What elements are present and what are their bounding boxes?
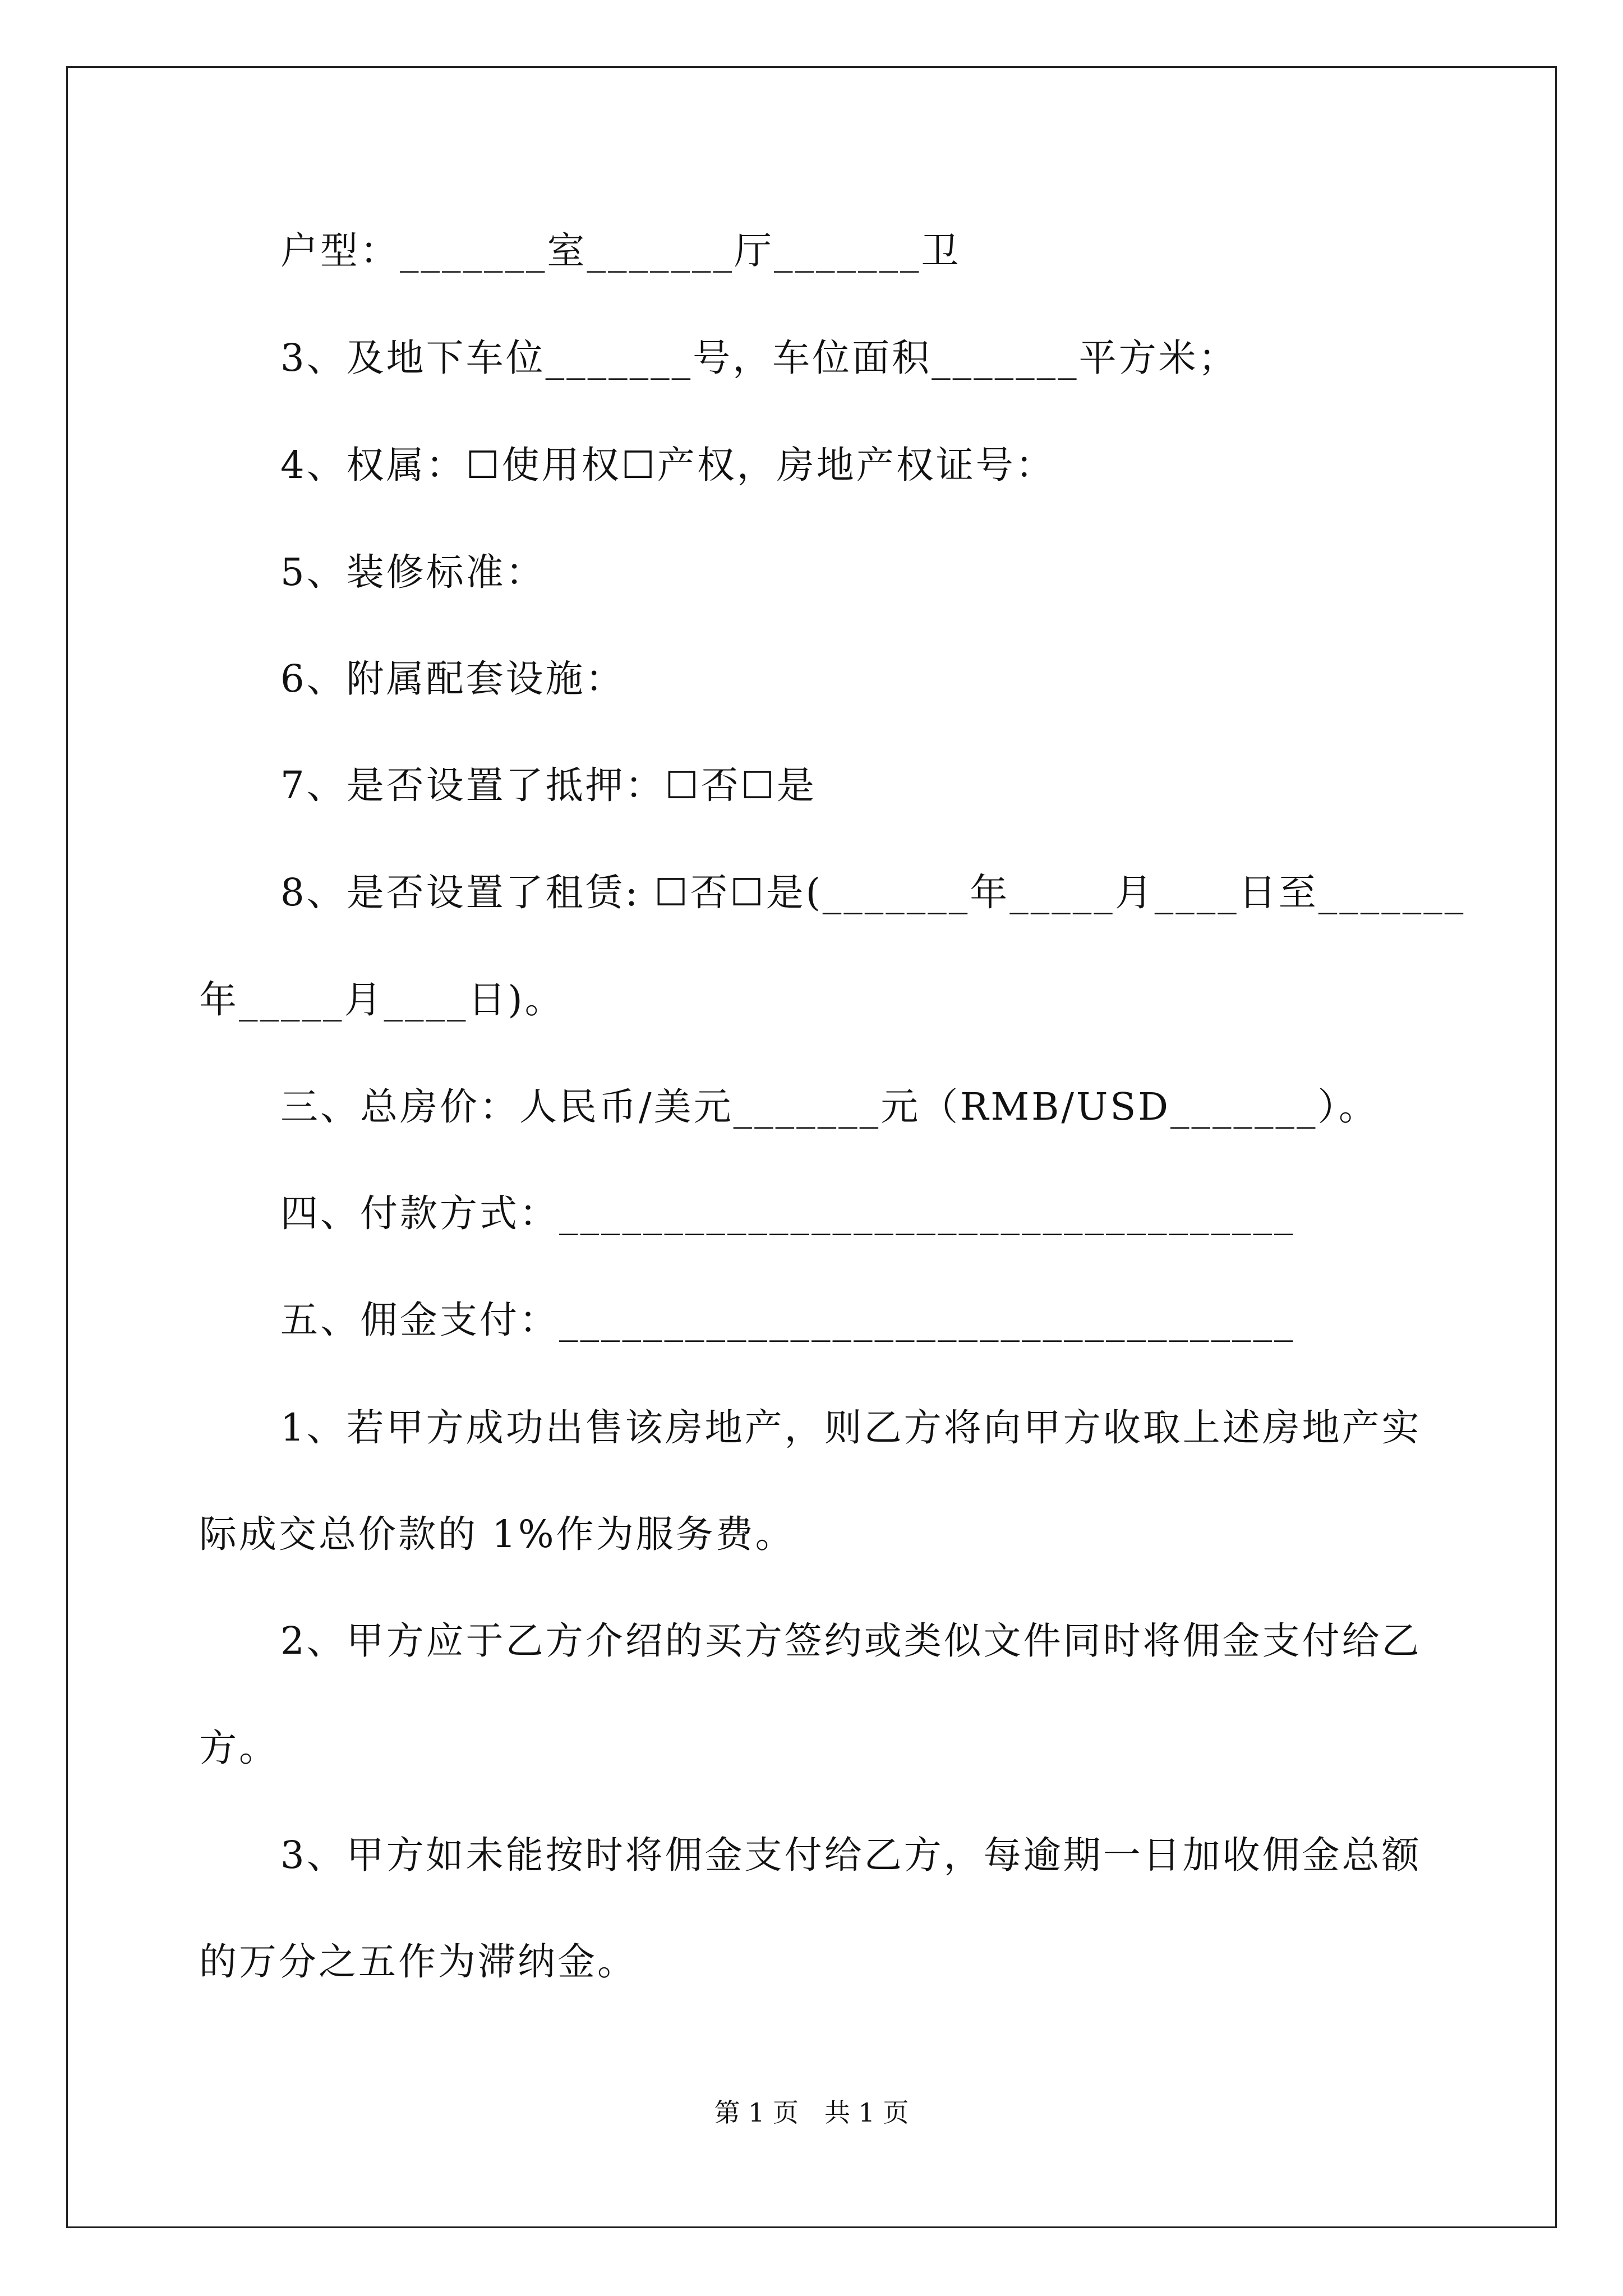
text-line-total-price: 三、总房价：人民币/美元_______元（RMB/USD_______）。 xyxy=(280,1085,1379,1129)
text-line-facilities: 6、附属配套设施： xyxy=(280,657,625,701)
text-line-unit-type: 户型：_______室_______厅_______卫 xyxy=(280,229,961,273)
text-line-lease: 8、是否设置了租赁: ☐否☐是(_______年_____月____日至_______ xyxy=(280,871,1466,914)
page-number-footer: 第 1 页 共 1 页 xyxy=(714,2097,909,2128)
text-line-clause-1-cont: 际成交总价款的 1%作为服务费。 xyxy=(199,1512,795,1556)
text-line-ownership: 4、权属：☐使用权☐产权，房地产权证号： xyxy=(280,443,1055,487)
text-line-clause-2: 2、甲方应于乙方介绍的买方签约或类似文件同时将佣金支付给乙 xyxy=(280,1619,1422,1663)
text-line-clause-1: 1、若甲方成功出售该房地产，则乙方将向甲方收取上述房地产实 xyxy=(280,1406,1422,1450)
text-line-parking: 3、及地下车位_______号，车位面积_______平方米； xyxy=(280,336,1238,380)
text-line-lease-cont: 年_____月____日)。 xyxy=(199,978,565,1022)
text-line-clause-3: 3、甲方如未能按时将佣金支付给乙方，每逾期一日加收佣金总额 xyxy=(280,1833,1422,1877)
text-line-clause-3-cont: 的万分之五作为滞纳金。 xyxy=(199,1940,637,1984)
text-line-clause-2-cont: 方。 xyxy=(199,1726,279,1770)
text-line-payment: 四、付款方式：___________________________________ xyxy=(280,1191,1295,1235)
text-line-mortgage: 7、是否设置了抵押：☐否☐是 xyxy=(280,763,817,807)
text-line-decoration: 5、装修标准： xyxy=(280,550,546,594)
text-line-commission: 五、佣金支付：___________________________________ xyxy=(280,1298,1295,1342)
page-border xyxy=(66,66,1557,2228)
